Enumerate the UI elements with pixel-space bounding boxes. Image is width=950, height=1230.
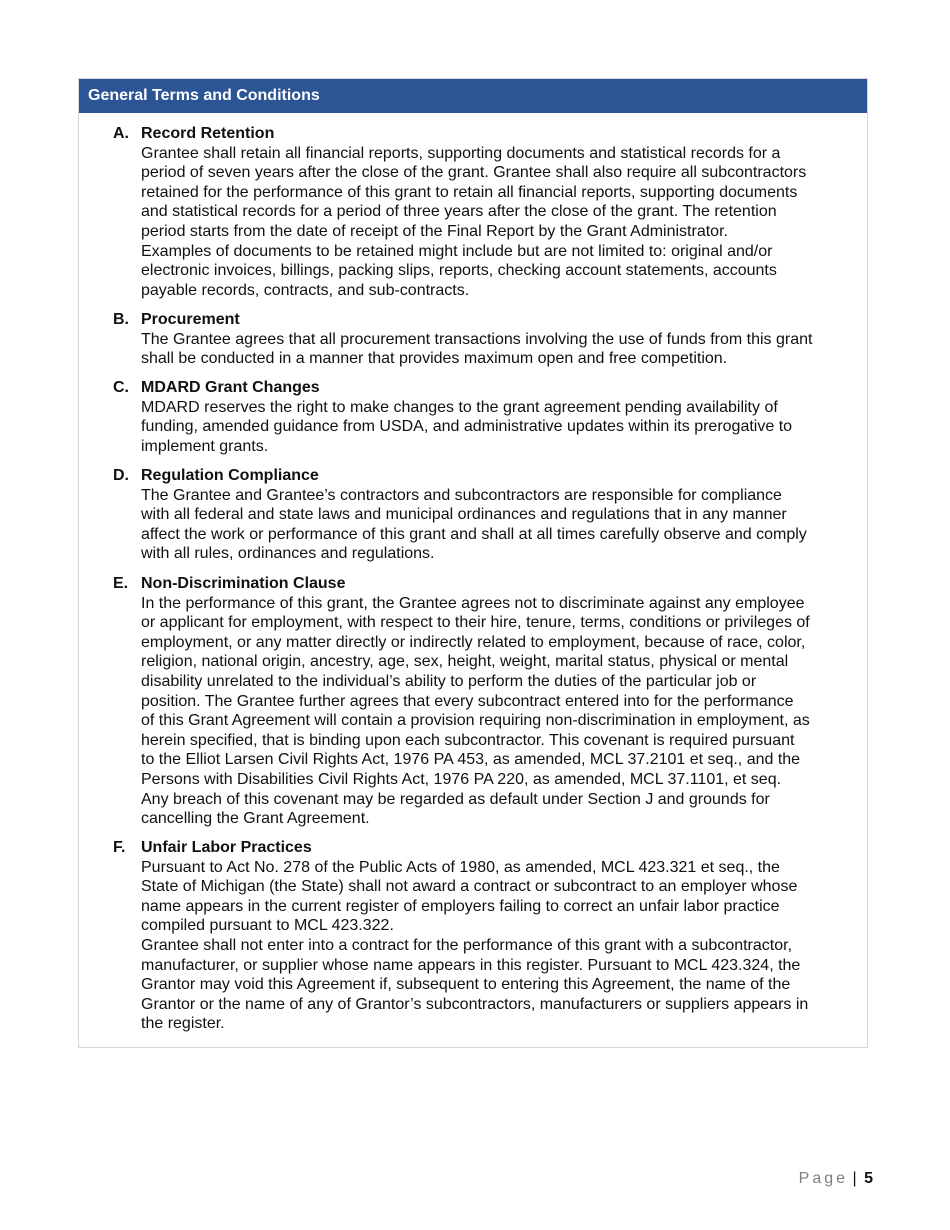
term-letter: F. xyxy=(113,839,126,856)
term-body-line: cancelling the Grant Agreement. xyxy=(141,810,370,828)
term-body xyxy=(141,486,866,564)
term-letter: D. xyxy=(113,467,129,484)
page-label: Page xyxy=(798,1170,849,1187)
page-separator: | xyxy=(852,1170,857,1187)
term-body-line: employment, or any matter directly or indirectly related to employment, because of race, color, xyxy=(141,633,806,651)
term-body-line: Any breach of this covenant may be regarded as default under Section J and grounds for xyxy=(141,790,770,808)
term-body-line: of this Grant Agreement will contain a provision requiring non-discrimination in employment, as xyxy=(141,712,810,730)
term-letter: A. xyxy=(113,125,129,142)
term-body xyxy=(141,594,866,829)
term-letter: C. xyxy=(113,379,129,396)
term-body-line: Grantee shall not enter into a contract for the performance of this grant with a subcontractor, xyxy=(141,936,793,954)
term-heading: Non-Discrimination Clause xyxy=(141,575,346,592)
term-body xyxy=(141,144,866,301)
term-body-line: period of seven years after the close of the grant. Grantee shall also require all subcontractors xyxy=(141,164,807,182)
term-body-line: or applicant for employment, with respect to their hire, tenure, terms, conditions or privileges of xyxy=(141,614,810,632)
term-body-line: to the Elliot Larsen Civil Rights Act, 1976 PA 453, as amended, MCL 37.2101 et seq., and the xyxy=(141,751,801,769)
term-heading: Unfair Labor Practices xyxy=(141,839,312,856)
term-heading: Record Retention xyxy=(141,125,275,142)
term-body-line: Pursuant to Act No. 278 of the Public Acts of 1980, as amended, MCL 423.321 et seq., the xyxy=(141,858,780,876)
section-title: General Terms and Conditions xyxy=(79,79,867,113)
term-body xyxy=(141,330,866,369)
term-letter: B. xyxy=(113,311,129,328)
term-body-line: with all rules, ordinances and regulations. xyxy=(141,545,435,563)
term-body-line: State of Michigan (the State) shall not award a contract or subcontract to an employer whose xyxy=(141,878,798,896)
term-body-line: compiled pursuant to MCL 423.322. xyxy=(141,917,394,935)
term-body-line: Grantor or the name of any of Grantor’s subcontractors, manufacturers or suppliers appears in xyxy=(141,995,809,1013)
term-body-line: electronic invoices, billings, packing slips, reports, checking account statements, accounts xyxy=(141,262,777,280)
term-body-line: Examples of documents to be retained might include but are not limited to: original and/or xyxy=(141,242,773,260)
term-body-line: retained for the performance of this grant to retain all financial reports, supporting documents xyxy=(141,183,798,201)
term-body-line: and statistical records for a period of three years after the close of the grant. The retention xyxy=(141,203,777,221)
term-body-line: shall be conducted in a manner that provides maximum open and free competition. xyxy=(141,350,728,368)
term-body-line: The Grantee agrees that all procurement transactions involving the use of funds from this grant xyxy=(141,330,813,348)
term-body-line: the register. xyxy=(141,1015,225,1033)
term-heading: Regulation Compliance xyxy=(141,467,319,484)
term-body-line: The Grantee and Grantee’s contractors and subcontractors are responsible for compliance xyxy=(141,486,782,504)
terms-panel xyxy=(78,78,868,1048)
term-body-line: Grantee shall retain all financial reports, supporting documents and statistical records for a xyxy=(141,144,781,162)
term-body-line: period starts from the date of receipt of the Final Report by the Grant Administrator. xyxy=(141,222,728,240)
term-body-line: In the performance of this grant, the Grantee agrees not to discriminate against any employee xyxy=(141,594,805,612)
term-heading: MDARD Grant Changes xyxy=(141,379,320,396)
term-body-line: religion, national origin, ancestry, age, sex, height, weight, marital status, physical or mental xyxy=(141,653,789,671)
term-body-line: herein specified, that is binding upon each subcontractor. This covenant is required pursuant xyxy=(141,731,795,749)
term-heading: Procurement xyxy=(141,311,240,328)
term-body-line: MDARD reserves the right to make changes to the grant agreement pending availability of xyxy=(141,398,778,416)
term-letter: E. xyxy=(113,575,129,592)
term-body-line: funding, amended guidance from USDA, and administrative updates within its prerogative to xyxy=(141,418,793,436)
term-body-line: implement grants. xyxy=(141,437,269,455)
term-body-line: Grantor may void this Agreement if, subsequent to entering this Agreement, the name of the xyxy=(141,976,791,994)
term-body-line: name appears in the current register of employers failing to correct an unfair labor practice xyxy=(141,897,780,915)
term-body-line: disability unrelated to the individual’s ability to perform the duties of the particular job or xyxy=(141,672,757,690)
term-body-line: payable records, contracts, and sub-contracts. xyxy=(141,281,470,299)
term-body-line: affect the work or performance of this grant and shall at all times carefully observe and comply xyxy=(141,525,807,543)
term-body xyxy=(141,398,866,457)
term-body-line: with all federal and state laws and municipal ordinances and regulations that in any manner xyxy=(141,506,787,524)
page-number xyxy=(799,1170,873,1188)
term-body xyxy=(141,858,866,1034)
term-body-line: manufacturer, or supplier whose name appears in this register. Pursuant to MCL 423.324, the xyxy=(141,956,801,974)
page-number-value: 5 xyxy=(864,1170,873,1187)
term-body-line: Persons with Disabilities Civil Rights Act, 1976 PA 220, as amended, MCL 37.1101, et seq. xyxy=(141,770,782,788)
term-body-line: position. The Grantee further agrees that every subcontract entered into for the performance xyxy=(141,692,794,710)
